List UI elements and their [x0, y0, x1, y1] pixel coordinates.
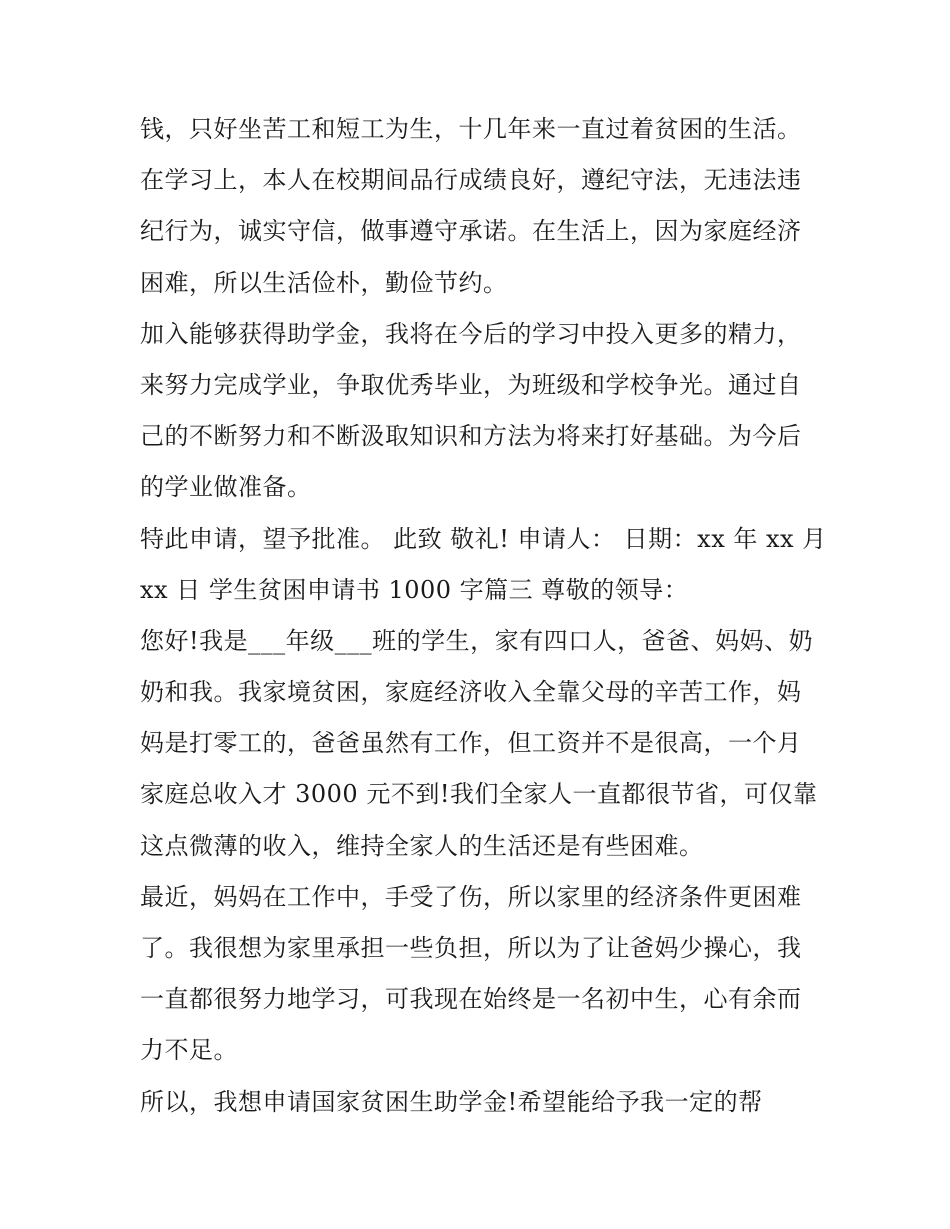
text-line: 特此申请，望予批准。 此致 敬礼! 申请人： 日期：xx 年 xx 月 — [140, 524, 827, 553]
text-line: 纪行为，诚实守信，做事遵守承诺。在生活上，因为家庭经济 — [140, 217, 802, 246]
text-line: 力不足。 — [140, 1036, 238, 1065]
document-body — [140, 104, 827, 1128]
text-line: 了。我很想为家里承担一些负担，所以为了让爸妈少操心，我 — [140, 934, 802, 962]
text-line: 钱，只好坐苦工和短工为生，十几年来一直过着贫困的生活。 — [140, 115, 802, 143]
text-line: 奶和我。我家境贫困，家庭经济收入全靠父母的辛苦工作，妈 — [140, 678, 802, 707]
text-line: 一直都很努力地学习，可我现在始终是一名初中生，心有余而 — [140, 985, 802, 1014]
text-line: 最近，妈妈在工作中，手受了伤，所以家里的经济条件更困难 — [140, 882, 802, 911]
text-line: 困难，所以生活俭朴，勤俭节约。 — [140, 268, 508, 297]
text-line: 所以，我想申请国家贫困生助学金!希望能给予我一定的帮 — [140, 1087, 763, 1116]
text-line: 这点微薄的收入，维持全家人的生活还是有些困难。 — [140, 831, 704, 860]
text-line: 加入能够获得助学金，我将在今后的学习中投入更多的精力， — [140, 319, 802, 348]
text-line: xx 日 学生贫困申请书 1000 字篇三 尊敬的领导： — [140, 575, 689, 604]
text-line: 在学习上，本人在校期间品行成绩良好，遵纪守法，无违法违 — [140, 166, 802, 195]
text-line: 家庭总收入才 3000 元不到!我们全家人一直都很节省，可仅靠 — [140, 780, 818, 809]
text-line: 您好!我是___年级___班的学生，家有四口人，爸爸、妈妈、奶 — [140, 626, 814, 655]
text-line: 来努力完成学业，争取优秀毕业，为班级和学校争光。通过自 — [140, 370, 802, 399]
text-line: 的学业做准备。 — [140, 473, 312, 502]
text-line: 己的不断努力和不断汲取知识和方法为将来打好基础。为今后 — [140, 422, 802, 451]
text-line: 妈是打零工的，爸爸虽然有工作，但工资并不是很高，一个月 — [140, 729, 802, 758]
